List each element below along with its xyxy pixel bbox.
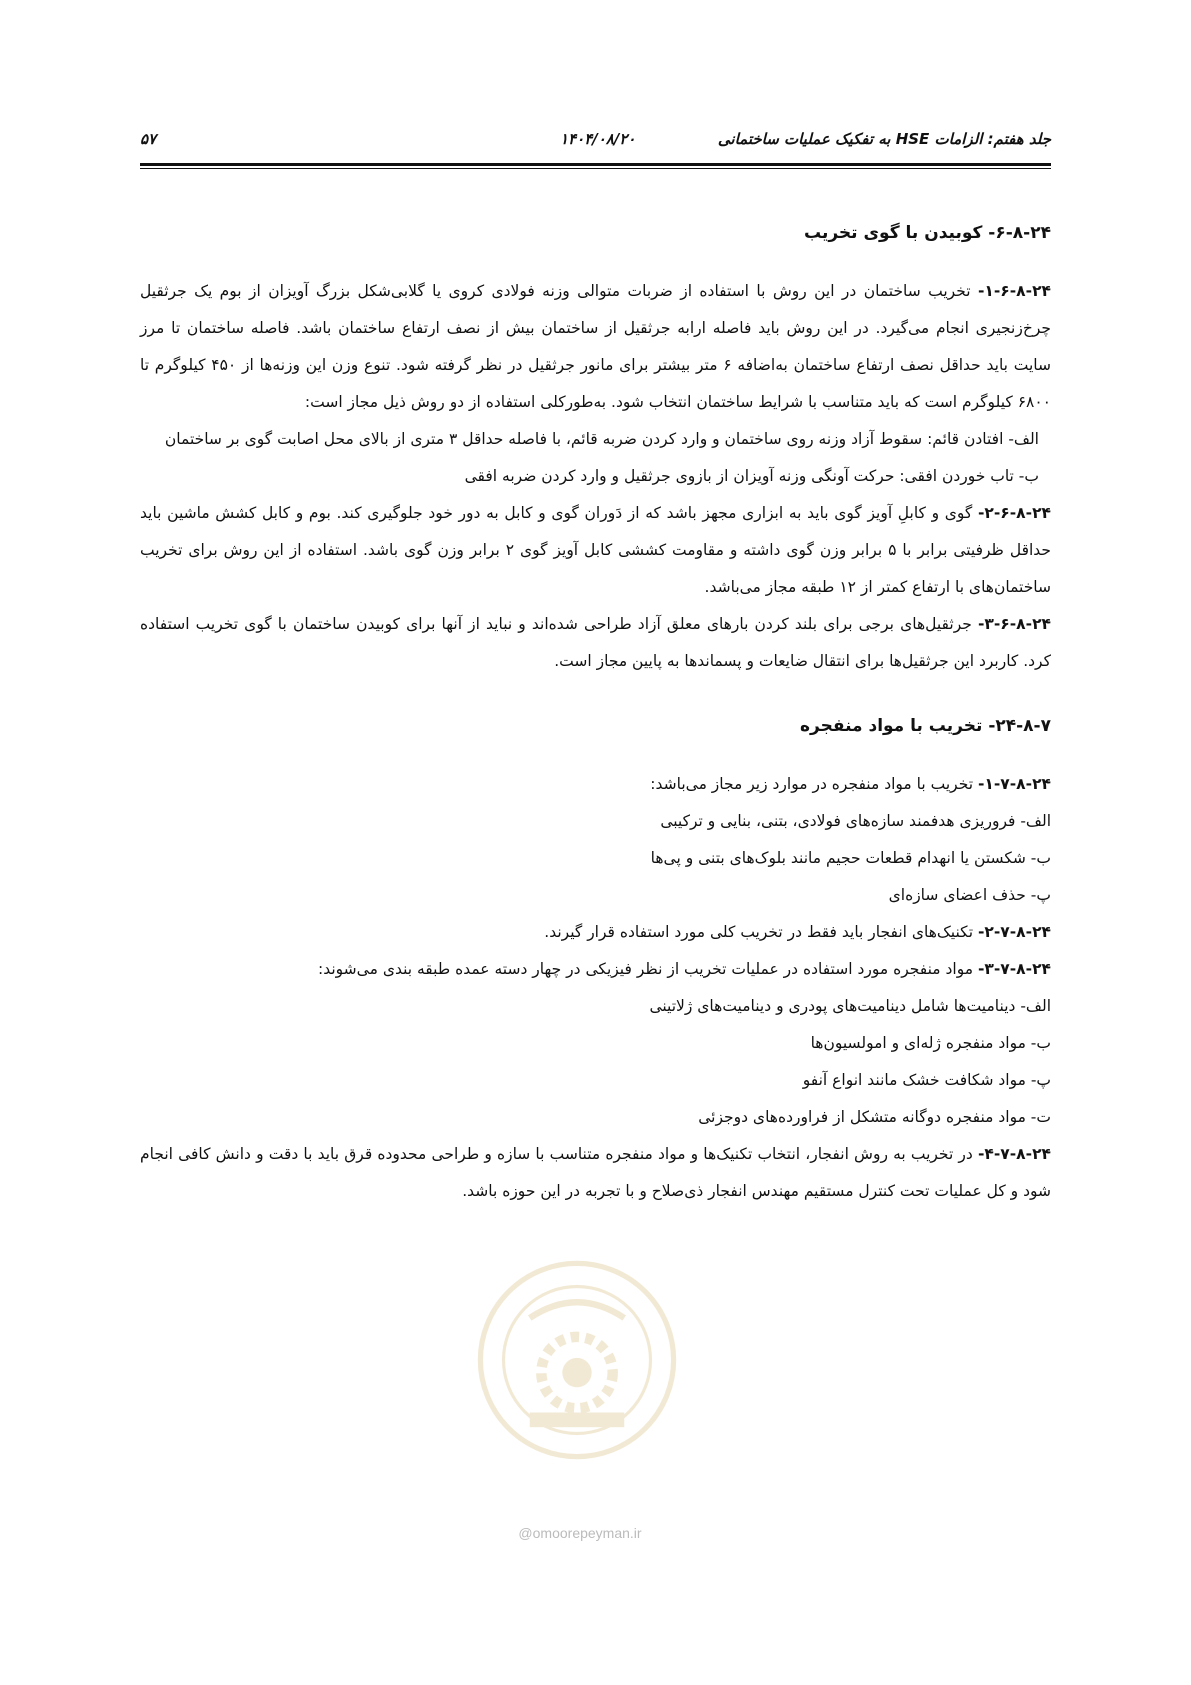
list-item: ب- تاب خوردن افقی: حرکت آونگی وزنه آویزان از بازوی جرثقیل و وارد کردن ضربه افقی [464, 467, 1039, 485]
header-rule-thin [140, 168, 1051, 169]
clause-number: ۴-۷-۸-۲۴- [977, 1145, 1051, 1163]
page-number: ۵۷ [140, 130, 157, 148]
header-title: جلد هفتم: الزامات HSE به تفکیک عملیات ساختمانی [717, 130, 1051, 148]
list-item: ب- مواد منفجره ژله‌ای و امولسیون‌ها [810, 1034, 1051, 1052]
header-rule-thick [140, 163, 1051, 166]
paragraph [140, 914, 1051, 951]
list-item: الف- افتادن قائم: سقوط آزاد وزنه روی ساختمان و وارد کردن ضربه قائم، با فاصله حداقل ۳ متری از بالای محل اصابت گوی بر ساختمان [164, 430, 1039, 448]
clause-number: ۱-۷-۸-۲۴- [977, 775, 1051, 793]
clause-number: ۲-۶-۸-۲۴- [977, 504, 1051, 522]
paragraph-text: گوی و کابلِ آویز گوی باید به ابزاری مجهز باشد که از دَوران گوی و کابل به دور خود جلوگیری کند. بوم و کابل کشش ماشین باید حداقل ظرفیتی برابر با ۵ برابر وزن گوی داشته و مقاومت کششی کابل آویز گوی ۲ برابر وزن گوی باشد. استفاده از این روش برای تخریب ساختمان‌های با ارتفاع کمتر از ۱۲ طبقه مجاز می‌باشد. [140, 504, 1052, 596]
section-heading: ۶-۸-۲۴- کوبیدن با گوی تخریب [803, 223, 1051, 243]
list-item: ت- مواد منفجره دوگانه متشکل از فراورده‌های دوجزئی [698, 1108, 1051, 1126]
list-item: الف- فروریزی هدفمند سازه‌های فولادی، بتنی، بنایی و ترکیبی [660, 812, 1051, 830]
header-date: ۱۴۰۴/۰۸/۲۰ [560, 130, 636, 148]
list-item: الف- دینامیت‌ها شامل دینامیت‌های پودری و دینامیت‌های ژلاتینی [649, 997, 1051, 1015]
clause-number: ۳-۷-۸-۲۴- [977, 960, 1051, 978]
paragraph [140, 495, 1051, 606]
paragraph [140, 1136, 1051, 1210]
paragraph [140, 273, 1051, 421]
clause-number: ۳-۶-۸-۲۴- [977, 615, 1051, 633]
paragraph [140, 766, 1051, 803]
page-header [140, 130, 1051, 160]
list-item: پ- حذف اعضای سازه‌ای [888, 886, 1051, 904]
list-item: ب- شکستن یا انهدام قطعات حجیم مانند بلوک‌های بتنی و پی‌ها [650, 849, 1051, 867]
paragraph-text: مواد منفجره مورد استفاده در عملیات تخریب از نظر فیزیکی در چهار دسته عمده طبقه بندی می‌شوند: [318, 960, 978, 978]
section-heading: ۲۴-۸-۷- تخریب با مواد منفجره [799, 716, 1051, 736]
paragraph [140, 606, 1051, 680]
paragraph-text: در تخریب به روش انفجار، انتخاب تکنیک‌ها و مواد منفجره متناسب با سازه و طراحی محدوده قرق باید با دقت و دانش کافی انجام شود و کل عملیات تحت کنترل مستقیم مهندس انفجار ذی‌صلاح و با تجربه در این حوزه باشد. [140, 1145, 1051, 1200]
paragraph-text: جرثقیل‌های برجی برای بلند کردن بارهای معلق آزاد طراحی شده‌اند و نباید از آنها برای کوبیدن ساختمان با گوی تخریب استفاده کرد. کاربرد این جرثقیل‌ها برای انتقال ضایعات و پسماندها به پایین مجاز است. [140, 615, 1051, 670]
seal-logo-icon [472, 1255, 682, 1465]
list-item: پ- مواد شکافت خشک مانند انواع آنفو [802, 1071, 1051, 1089]
paragraph-text: تخریب ساختمان در این روش با استفاده از ضربات متوالی وزنه فولادی کروی یا گلابی‌شکل بزرگ آویزان از بوم یک جرثقیل چرخ‌زنجیری انجام می‌گیرد. در این روش باید فاصله ارابه جرثقیل از ساختمان بیش از نصف ارتفاع ساختمان باشد. فاصله ساختمان تا مرز سایت باید حداقل نصف ارتفاع ساختمان به‌اضافه ۶ متر بیشتر برای مانور جرثقیل در نظر گرفته شود. تنوع وزن این وزنه‌ها از ۴۵۰ کیلوگرم تا ۶۸۰۰ کیلوگرم است که باید متناسب با شرایط ساختمان انتخاب شود. به‌طورکلی استفاده از دو روش ذیل مجاز است: [140, 282, 1051, 411]
clause-number: ۲-۷-۸-۲۴- [977, 923, 1051, 941]
clause-number: ۱-۶-۸-۲۴- [977, 282, 1051, 300]
paragraph-text: تکنیک‌های انفجار باید فقط در تخریب کلی مورد استفاده قرار گیرند. [544, 923, 978, 941]
watermark-text: @omoorepeyman.ir [518, 1525, 642, 1541]
paragraph [140, 951, 1051, 988]
paragraph-text: تخریب با مواد منفجره در موارد زیر مجاز می‌باشد: [650, 775, 978, 793]
page-content [140, 205, 1051, 1210]
